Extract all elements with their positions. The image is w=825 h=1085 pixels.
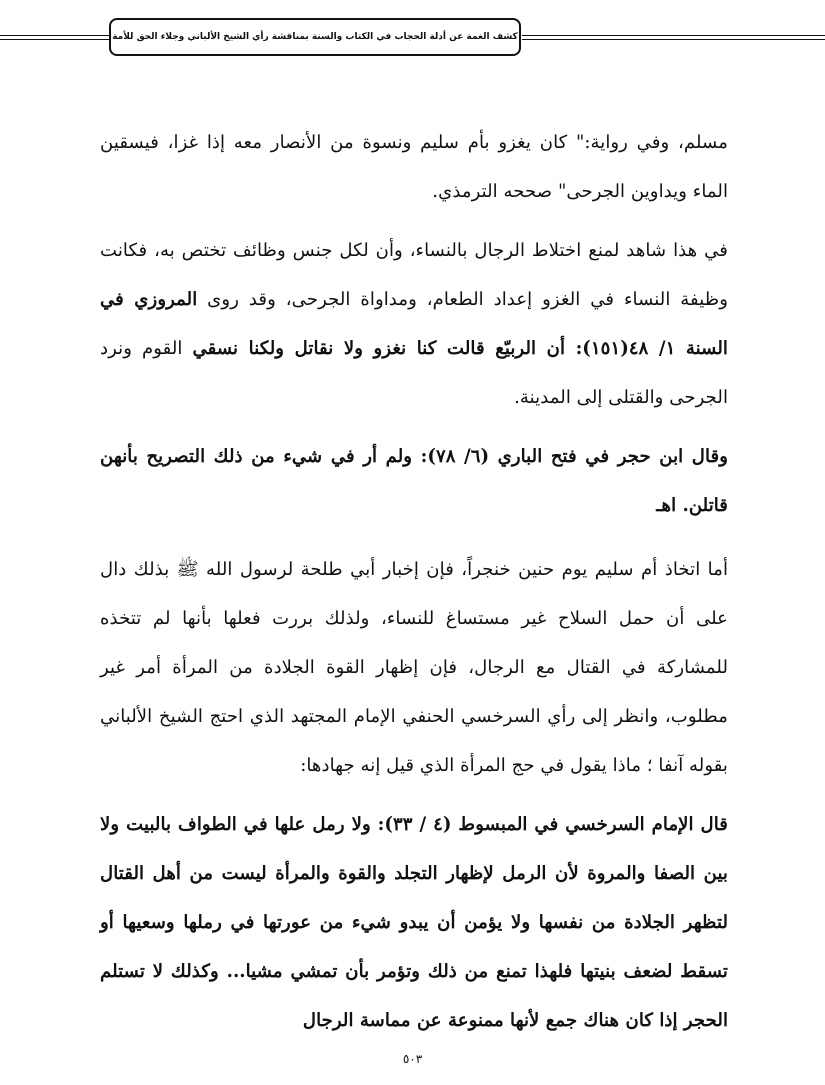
page-body bbox=[100, 118, 728, 1045]
paragraph-2-quote: المروزي في السنة ١/ ٤٨(١٥١): أن الربيّع قالت كنا نغزو ولا نقاتل ولكنا نسقي bbox=[100, 289, 728, 359]
paragraph-2-text: في هذا شاهد لمنع اختلاط الرجال بالنساء، وأن لكل جنس وظائف تختص به، فكانت وظيفة النساء في الغزو إعداد الطعام، ومداواة الجرحى، وقد روى bbox=[100, 240, 728, 310]
paragraph-4: أما اتخاذ أم سليم يوم حنين خنجراً، فإن إخبار أبي طلحة لرسول الله ﷺ بذلك دال على أن حمل السلاح غير مستساغ للنساء، ولذلك بررت فعلها بأنها لم تتخذه للمشاركة في القتال مع الرجال، فإن إظهار القوة الجلادة من المرأة أمر غير مطلوب، وانظر إلى رأي السرخسي الحنفي الإمام المجتهد الذي احتج الشيخ الألباني بقوله آنفا ؛ ماذا يقول في حج المرأة الذي قيل إنه جهادها: bbox=[100, 559, 728, 776]
header-rule-right bbox=[522, 35, 825, 40]
paragraph-2-tail: القوم ونرد الجرحى والقتلى إلى المدينة. bbox=[100, 338, 728, 408]
header-rule-left bbox=[0, 35, 112, 40]
paragraph-1: مسلم، وفي رواية:" كان يغزو بأم سليم ونسوة من الأنصار معه إذا غزا، فيسقين الماء ويداوين الجرحى" صححه الترمذي. bbox=[100, 132, 728, 202]
running-header bbox=[109, 18, 521, 56]
paragraph-5: قال الإمام السرخسي في المبسوط (٤ / ٣٣): ولا رمل علها في الطواف بالبيت ولا بين الصفا والمروة لأن الرمل لإظهار التجلد والقوة والمرأة ليست من أهل القتال لتظهر الجلادة من نفسها ولا يؤمن أن يبدو شيء من عورتها في رملها وسعيها أو تسقط لضعف بنيتها فلهذا تمنع من ذلك وتؤمر بأن تمشي مشيا... وكذلك لا تستلم الحجر إذا كان هناك جمع لأنها ممنوعة عن مماسة الرجال bbox=[100, 814, 729, 1031]
paragraph-3: وقال ابن حجر في فتح الباري (٦/ ٧٨): ولم أر في شيء من ذلك التصريح بأنهن قاتلن. اهـ bbox=[100, 446, 729, 516]
page-number: ٥٠٣ bbox=[402, 1052, 423, 1066]
paragraph-2 bbox=[100, 226, 728, 422]
book-title: كشف الغمة عن أدلة الحجاب في الكتاب والسنة بمناقشة رأي الشيخ الألباني وجلاء الحق للأمة bbox=[112, 32, 518, 42]
